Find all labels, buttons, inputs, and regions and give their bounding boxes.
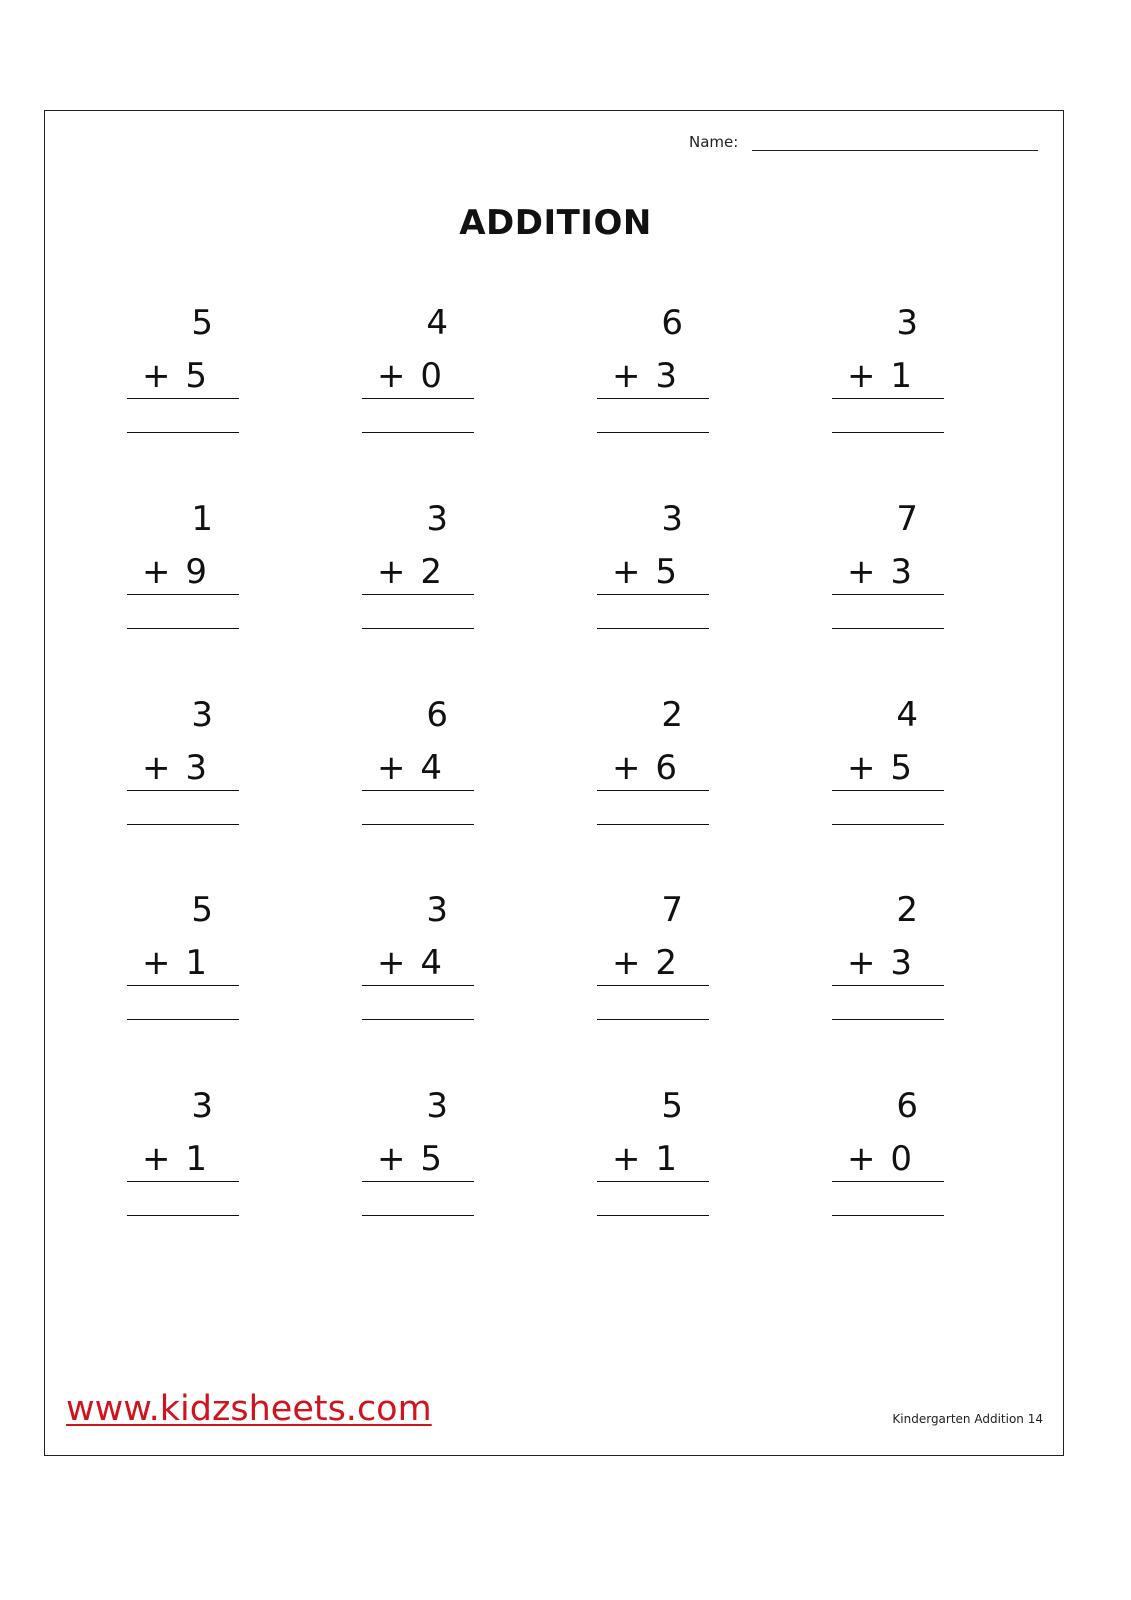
addition-problem <box>362 1086 474 1246</box>
second-addend: 3 <box>890 943 912 983</box>
operator-row <box>597 552 709 595</box>
plus-sign: + <box>612 943 641 983</box>
plus-sign: + <box>847 552 876 592</box>
addition-problem <box>362 695 474 855</box>
first-addend: 5 <box>191 303 213 343</box>
answer-line[interactable] <box>597 1019 709 1020</box>
operator-row <box>127 943 239 986</box>
first-addend: 3 <box>661 499 683 539</box>
first-addend: 2 <box>661 695 683 735</box>
answer-line[interactable] <box>362 1215 474 1216</box>
operator-row <box>832 356 944 399</box>
addition-problem <box>832 499 944 659</box>
operator-row <box>832 943 944 986</box>
operator-row <box>362 1139 474 1182</box>
addition-problem <box>832 1086 944 1246</box>
addition-problem <box>127 499 239 659</box>
answer-line[interactable] <box>362 1019 474 1020</box>
answer-line[interactable] <box>362 628 474 629</box>
operator-row <box>832 748 944 791</box>
operator-row <box>127 552 239 595</box>
addition-problem <box>597 695 709 855</box>
first-addend: 4 <box>426 303 448 343</box>
plus-sign: + <box>377 552 406 592</box>
worksheet-label: Kindergarten Addition 14 <box>892 1412 1043 1426</box>
addition-problem <box>832 695 944 855</box>
addition-problem <box>597 303 709 463</box>
operator-row <box>362 748 474 791</box>
second-addend: 9 <box>185 552 207 592</box>
first-addend: 3 <box>426 890 448 930</box>
second-addend: 5 <box>655 552 677 592</box>
plus-sign: + <box>847 748 876 788</box>
answer-line[interactable] <box>127 432 239 433</box>
first-addend: 7 <box>896 499 918 539</box>
second-addend: 3 <box>185 748 207 788</box>
first-addend: 5 <box>661 1086 683 1126</box>
plus-sign: + <box>377 943 406 983</box>
second-addend: 1 <box>655 1139 677 1179</box>
answer-line[interactable] <box>832 628 944 629</box>
second-addend: 0 <box>890 1139 912 1179</box>
second-addend: 1 <box>185 1139 207 1179</box>
second-addend: 4 <box>420 943 442 983</box>
first-addend: 6 <box>661 303 683 343</box>
plus-sign: + <box>142 1139 171 1179</box>
second-addend: 3 <box>890 552 912 592</box>
answer-line[interactable] <box>597 628 709 629</box>
plus-sign: + <box>612 552 641 592</box>
first-addend: 3 <box>191 1086 213 1126</box>
answer-line[interactable] <box>362 432 474 433</box>
first-addend: 7 <box>661 890 683 930</box>
operator-row <box>597 356 709 399</box>
operator-row <box>362 356 474 399</box>
operator-row <box>127 748 239 791</box>
plus-sign: + <box>612 748 641 788</box>
first-addend: 6 <box>896 1086 918 1126</box>
answer-line[interactable] <box>597 824 709 825</box>
addition-problem <box>127 695 239 855</box>
operator-row <box>832 552 944 595</box>
addition-problem <box>597 1086 709 1246</box>
addition-problem <box>832 303 944 463</box>
first-addend: 3 <box>191 695 213 735</box>
answer-line[interactable] <box>832 1019 944 1020</box>
operator-row <box>597 748 709 791</box>
operator-row <box>362 943 474 986</box>
plus-sign: + <box>377 356 406 396</box>
addition-problem <box>832 890 944 1050</box>
operator-row <box>362 552 474 595</box>
name-label: Name: <box>689 133 739 151</box>
first-addend: 3 <box>426 499 448 539</box>
plus-sign: + <box>142 552 171 592</box>
page-title: ADDITION <box>459 203 652 243</box>
addition-problem <box>362 303 474 463</box>
plus-sign: + <box>142 748 171 788</box>
plus-sign: + <box>377 1139 406 1179</box>
plus-sign: + <box>847 356 876 396</box>
operator-row <box>127 1139 239 1182</box>
second-addend: 3 <box>655 356 677 396</box>
second-addend: 5 <box>890 748 912 788</box>
plus-sign: + <box>142 943 171 983</box>
first-addend: 5 <box>191 890 213 930</box>
second-addend: 6 <box>655 748 677 788</box>
first-addend: 1 <box>191 499 213 539</box>
plus-sign: + <box>847 943 876 983</box>
addition-problem <box>127 890 239 1050</box>
answer-line[interactable] <box>832 432 944 433</box>
second-addend: 0 <box>420 356 442 396</box>
answer-line[interactable] <box>127 1019 239 1020</box>
first-addend: 3 <box>896 303 918 343</box>
second-addend: 2 <box>420 552 442 592</box>
answer-line[interactable] <box>597 1215 709 1216</box>
second-addend: 1 <box>185 943 207 983</box>
name-field[interactable] <box>752 134 1038 151</box>
second-addend: 2 <box>655 943 677 983</box>
answer-line[interactable] <box>832 824 944 825</box>
addition-problem <box>127 303 239 463</box>
first-addend: 2 <box>896 890 918 930</box>
plus-sign: + <box>847 1139 876 1179</box>
answer-line[interactable] <box>127 824 239 825</box>
addition-problem <box>127 1086 239 1246</box>
second-addend: 1 <box>890 356 912 396</box>
plus-sign: + <box>142 356 171 396</box>
answer-line[interactable] <box>832 1215 944 1216</box>
answer-line[interactable] <box>127 1215 239 1216</box>
plus-sign: + <box>377 748 406 788</box>
name-row <box>689 133 1038 151</box>
answer-line[interactable] <box>127 628 239 629</box>
plus-sign: + <box>612 1139 641 1179</box>
first-addend: 3 <box>426 1086 448 1126</box>
second-addend: 4 <box>420 748 442 788</box>
addition-problem <box>362 890 474 1050</box>
addition-problem <box>597 499 709 659</box>
plus-sign: + <box>612 356 641 396</box>
operator-row <box>127 356 239 399</box>
second-addend: 5 <box>185 356 207 396</box>
operator-row <box>832 1139 944 1182</box>
first-addend: 6 <box>426 695 448 735</box>
answer-line[interactable] <box>362 824 474 825</box>
answer-line[interactable] <box>597 432 709 433</box>
operator-row <box>597 943 709 986</box>
addition-problem <box>362 499 474 659</box>
first-addend: 4 <box>896 695 918 735</box>
addition-problem <box>597 890 709 1050</box>
second-addend: 5 <box>420 1139 442 1179</box>
website-link[interactable]: www.kidzsheets.com <box>66 1389 432 1429</box>
operator-row <box>597 1139 709 1182</box>
